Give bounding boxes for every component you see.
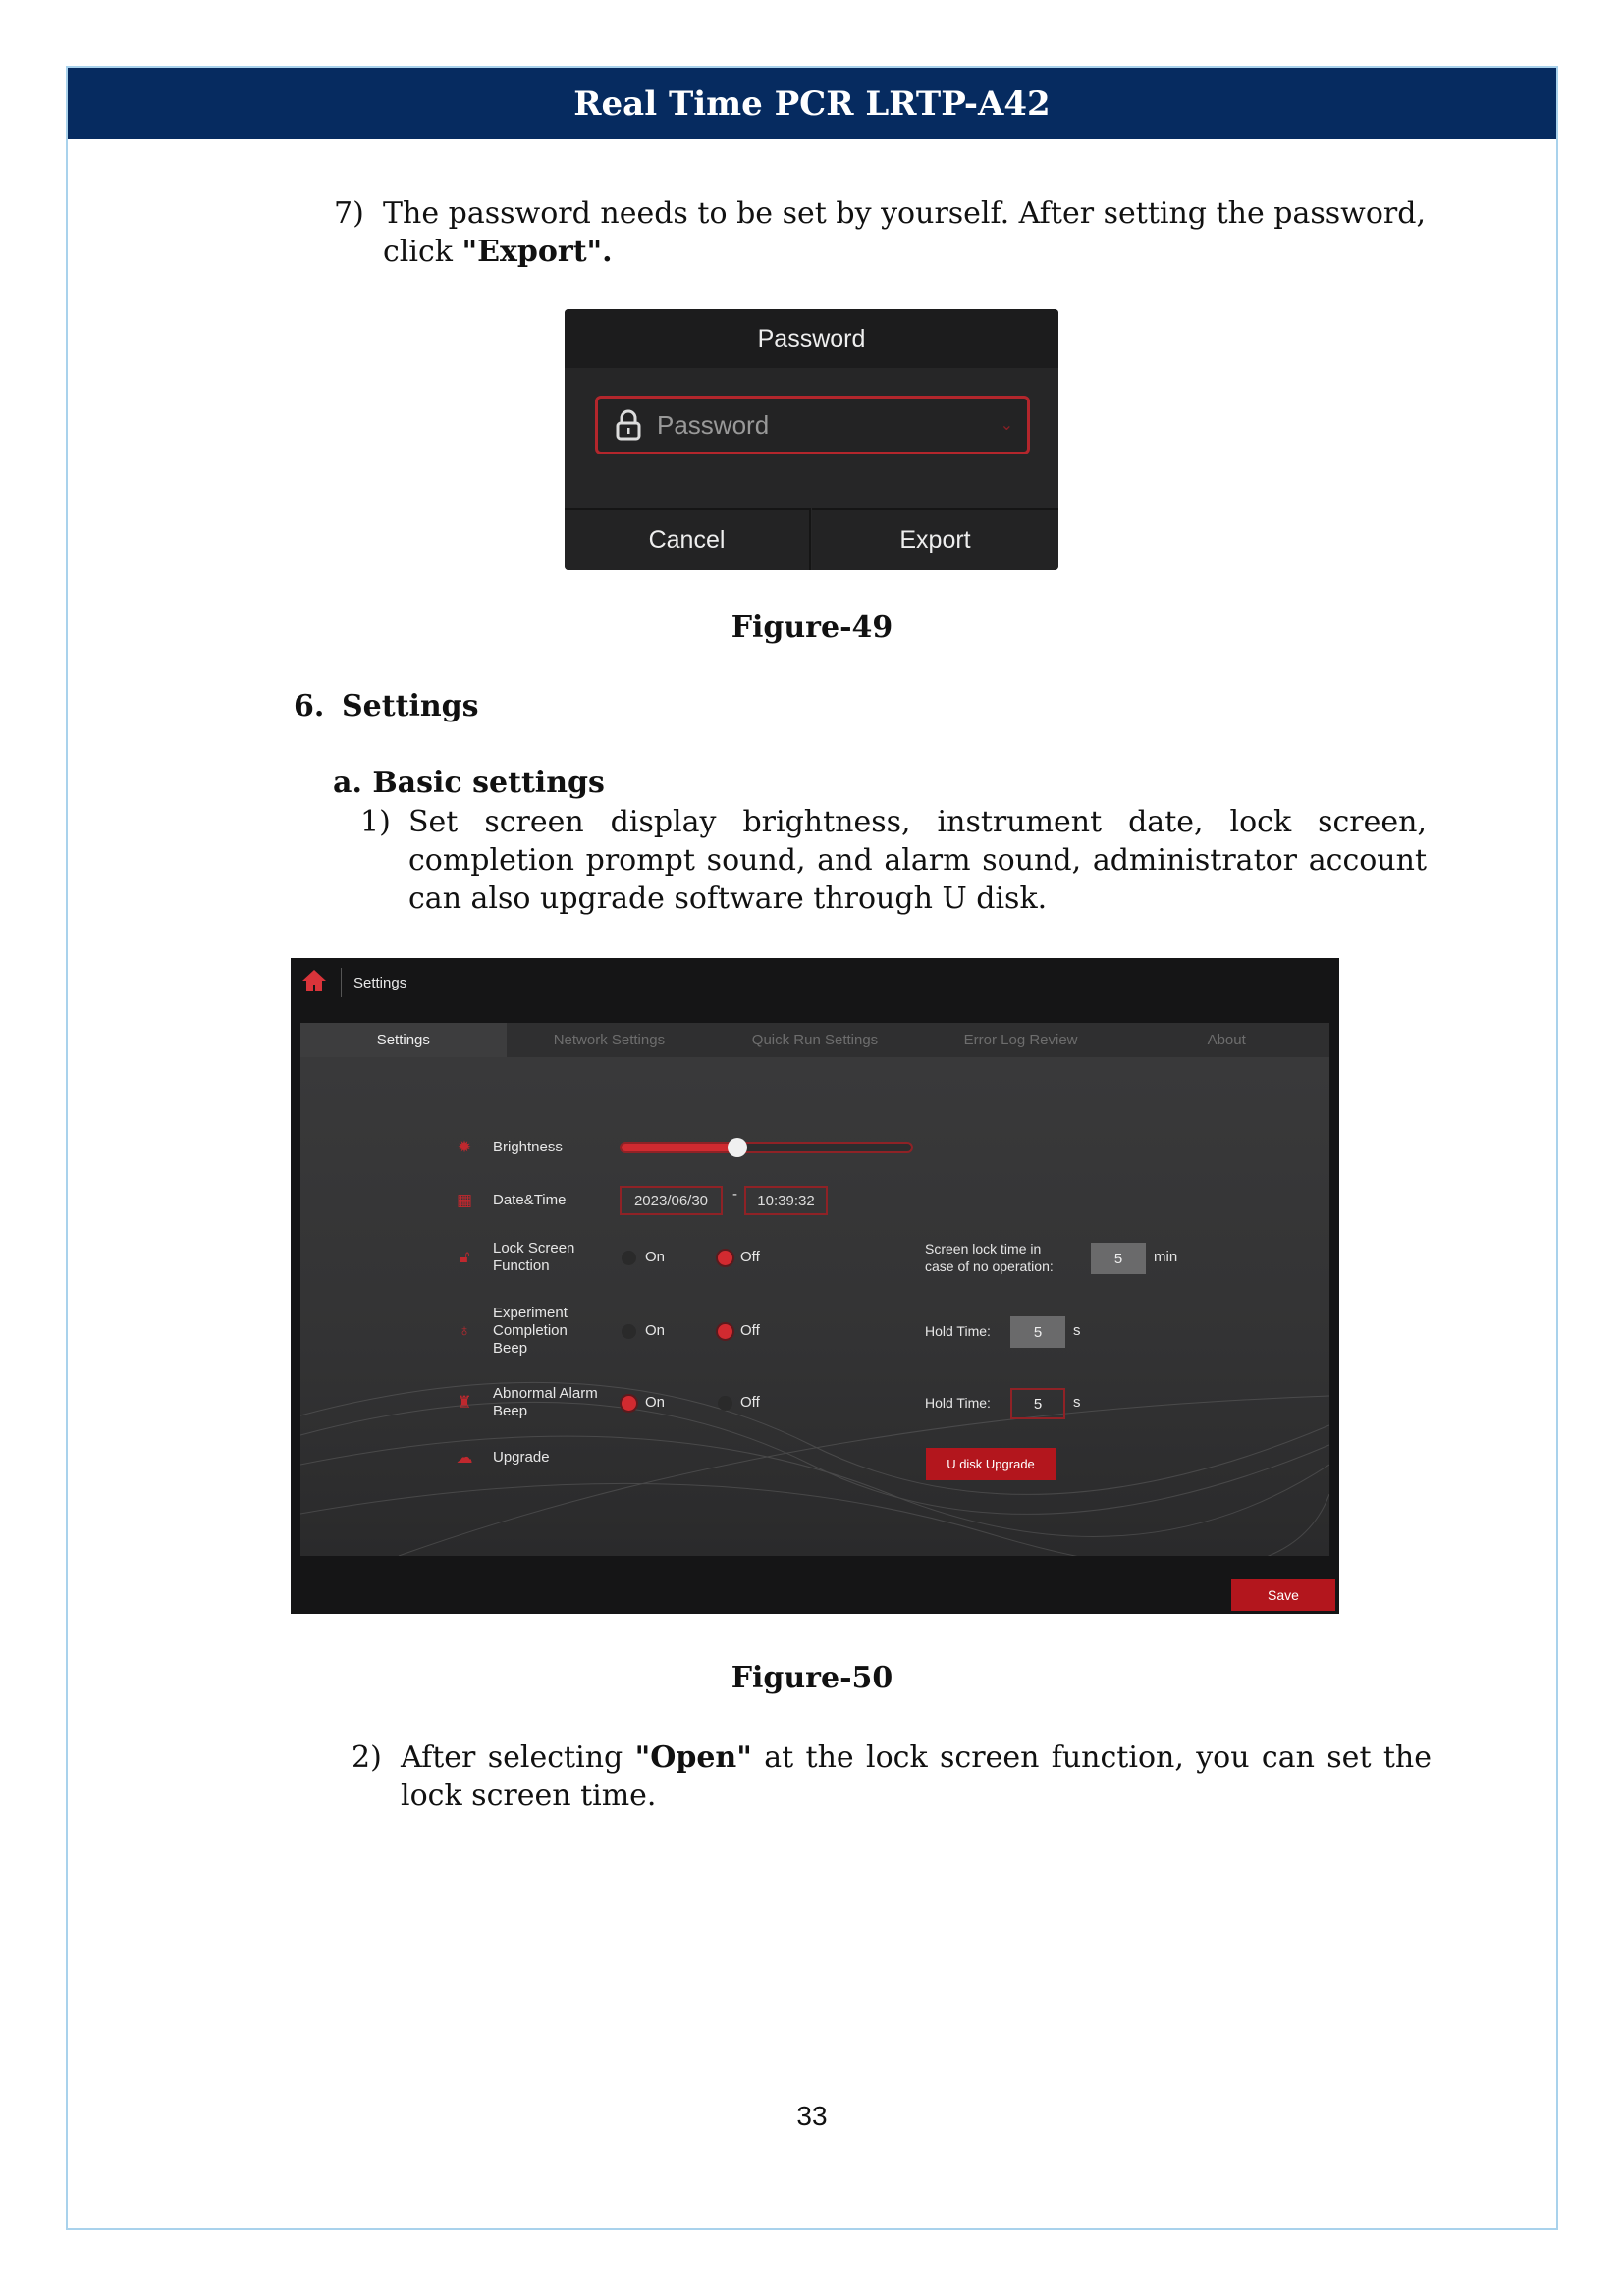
- step-number: 7): [334, 196, 364, 231]
- exp-off-label: Off: [740, 1322, 760, 1339]
- bold-text: "Open": [634, 1740, 752, 1775]
- alarm-on-radio[interactable]: [622, 1396, 636, 1411]
- save-button[interactable]: Save: [1231, 1579, 1335, 1611]
- unit-label: min: [1154, 1249, 1178, 1265]
- section-number: 6.: [294, 689, 325, 723]
- bell-icon: ♁: [458, 1321, 471, 1340]
- step-7-text: [383, 194, 1426, 271]
- step-number: 2): [352, 1740, 382, 1775]
- label-line: Experiment: [493, 1305, 568, 1321]
- lock-off-label: Off: [740, 1249, 760, 1265]
- cloud-upload-icon: ☁: [456, 1448, 473, 1467]
- label-line: Lock Screen: [493, 1240, 575, 1256]
- lock-time-input[interactable]: 5: [1091, 1243, 1146, 1274]
- alarm-off-label: Off: [740, 1394, 760, 1411]
- lock-time-label: [925, 1240, 1054, 1275]
- section-title: Settings: [342, 689, 479, 723]
- label-line: Completion: [493, 1322, 568, 1339]
- lock-on-label: On: [645, 1249, 666, 1265]
- lock-icon: [614, 409, 643, 441]
- brightness-slider[interactable]: [620, 1142, 913, 1153]
- figure-caption: Figure-50: [731, 1661, 893, 1695]
- label-line: Beep: [493, 1340, 528, 1357]
- experiment-beep-label: [493, 1305, 568, 1358]
- step-text: at the lock screen function, you can set the lock screen time.: [401, 1740, 1432, 1813]
- page-number: 33: [796, 2101, 828, 2131]
- password-placeholder: Password: [657, 409, 770, 440]
- alarm-off-radio[interactable]: [718, 1396, 732, 1411]
- lock-screen-label: [493, 1240, 574, 1275]
- lock-off-radio[interactable]: [718, 1251, 732, 1265]
- exp-off-radio[interactable]: [718, 1324, 732, 1339]
- upgrade-label: Upgrade: [493, 1449, 550, 1466]
- exp-on-label: On: [645, 1322, 666, 1339]
- brightness-label: Brightness: [493, 1139, 563, 1155]
- lock-on-radio[interactable]: [622, 1251, 636, 1265]
- tab-network-settings[interactable]: Network Settings: [507, 1023, 713, 1057]
- unit-label: s: [1073, 1394, 1081, 1411]
- unit-label: s: [1073, 1322, 1081, 1339]
- home-icon[interactable]: [300, 968, 328, 993]
- step-1-text: Set screen display brightness, instrument date, lock screen, completion prompt sound, and alarm sound, administrator account can also upgrade software through U disk.: [408, 805, 1427, 916]
- slider-fill: [622, 1144, 737, 1151]
- settings-panel: [300, 1023, 1329, 1556]
- exp-hold-time-input[interactable]: 5: [1010, 1316, 1065, 1348]
- password-input[interactable]: [595, 396, 1030, 454]
- export-button[interactable]: Export: [812, 508, 1058, 570]
- alarm-hold-time-input[interactable]: 5: [1010, 1388, 1065, 1419]
- date-field[interactable]: 2023/06/30: [620, 1186, 723, 1215]
- label-line: Screen lock time in: [925, 1241, 1042, 1256]
- step-text: The password needs to be set by yourself. After setting the password, click: [383, 196, 1426, 269]
- document-header: Real Time PCR LRTP-A42: [68, 68, 1556, 139]
- step-number: 1): [360, 805, 391, 839]
- time-field[interactable]: 10:39:32: [744, 1186, 828, 1215]
- alarm-on-label: On: [645, 1394, 666, 1411]
- label-line: Abnormal Alarm: [493, 1385, 598, 1402]
- label-line: case of no operation:: [925, 1258, 1054, 1274]
- exp-on-radio[interactable]: [622, 1324, 636, 1339]
- hold-time-label: Hold Time:: [925, 1395, 991, 1411]
- cancel-button[interactable]: Cancel: [565, 508, 811, 570]
- bold-text: "Export".: [461, 235, 613, 269]
- date-time-separator: -: [732, 1186, 737, 1202]
- figure-caption: Figure-49: [731, 611, 893, 645]
- brightness-icon: ✹: [457, 1138, 472, 1156]
- subsection-title: a. Basic settings: [333, 766, 605, 800]
- chevron-down-icon: ⌄: [1000, 417, 1013, 434]
- divider: [341, 968, 342, 997]
- datetime-label: Date&Time: [493, 1192, 567, 1208]
- label-line: Function: [493, 1257, 550, 1274]
- screen-title: Settings: [353, 975, 407, 991]
- step-2-text: [401, 1738, 1432, 1815]
- tab-settings[interactable]: Settings: [300, 1023, 507, 1057]
- tab-quick-run-settings[interactable]: Quick Run Settings: [712, 1023, 918, 1057]
- step-text: After selecting: [401, 1740, 635, 1775]
- dialog-title: Password: [565, 309, 1058, 368]
- alarm-icon: ♜: [457, 1393, 472, 1412]
- hold-time-label: Hold Time:: [925, 1323, 991, 1339]
- label-line: Beep: [493, 1403, 528, 1419]
- u-disk-upgrade-button[interactable]: U disk Upgrade: [926, 1448, 1056, 1480]
- tab-about[interactable]: About: [1123, 1023, 1329, 1057]
- slider-handle[interactable]: [728, 1138, 747, 1157]
- alarm-beep-label: [493, 1385, 598, 1420]
- tab-error-log-review[interactable]: Error Log Review: [918, 1023, 1124, 1057]
- calendar-icon: ▦: [456, 1191, 473, 1209]
- settings-screen: [291, 958, 1339, 1614]
- password-dialog: [565, 309, 1058, 570]
- lock-icon: 🔓︎: [459, 1248, 470, 1266]
